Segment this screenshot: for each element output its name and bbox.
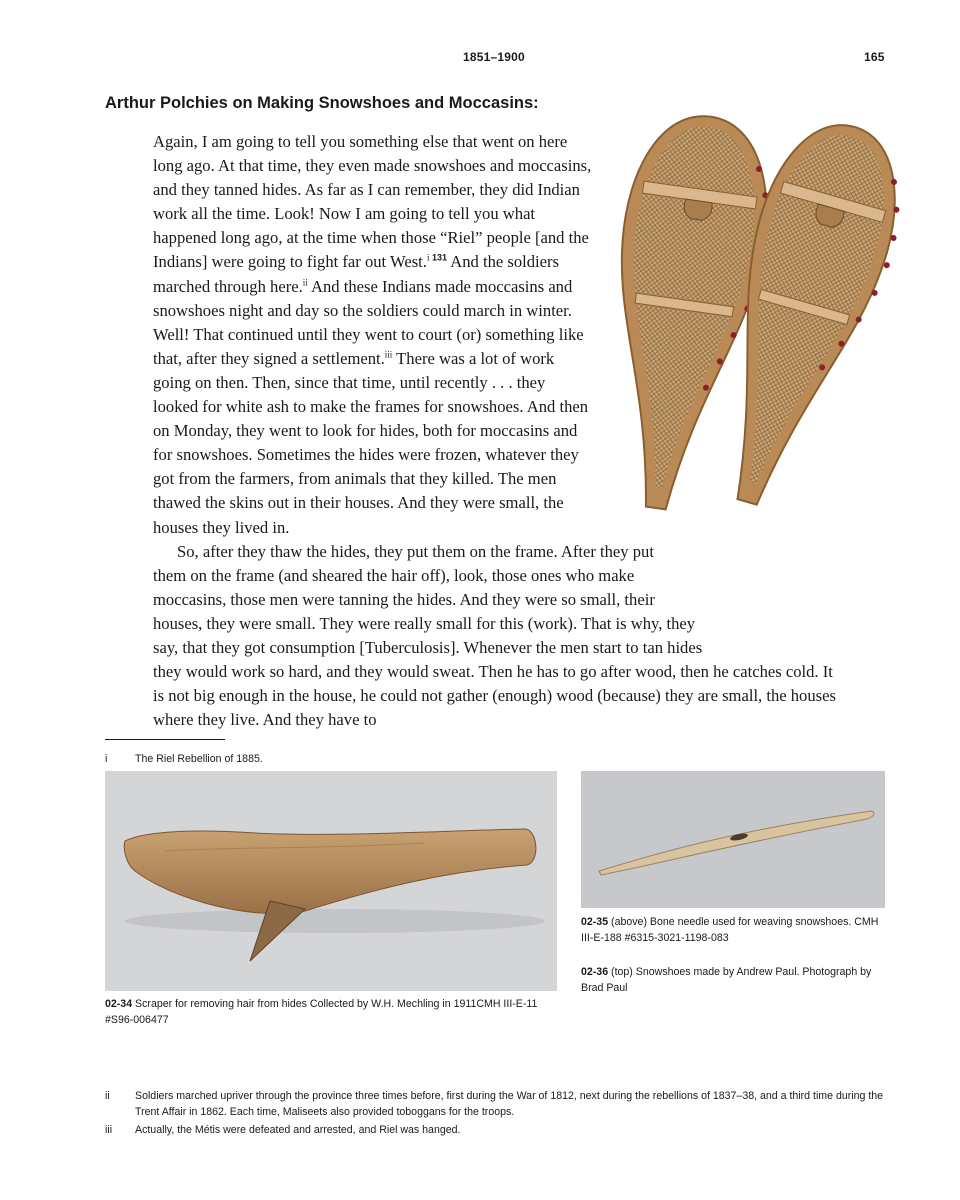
oral-history-text bbox=[153, 130, 843, 732]
caption-number: 02-35 bbox=[581, 916, 609, 928]
footnote-mark: i bbox=[105, 753, 108, 765]
bone-needle-photo bbox=[581, 771, 885, 908]
float-spacer bbox=[728, 630, 843, 654]
float-spacer bbox=[703, 558, 843, 630]
caption-number: 02-34 bbox=[105, 998, 133, 1010]
footnote-ii bbox=[105, 1088, 885, 1120]
footnote-i bbox=[105, 751, 885, 767]
endnote-ref-131[interactable]: 131 bbox=[431, 252, 447, 263]
paragraph-1 bbox=[153, 130, 843, 540]
caption-text: (top) Snowshoes made by Andrew Paul. Photograph by Brad Paul bbox=[581, 966, 872, 994]
caption-02-35 bbox=[581, 914, 885, 946]
float-spacer bbox=[663, 534, 843, 558]
caption-02-34 bbox=[105, 996, 557, 1028]
scraper-photo bbox=[105, 771, 557, 991]
footnote-text: The Riel Rebellion of 1885. bbox=[135, 753, 263, 765]
running-head: 1851–1900 bbox=[463, 50, 525, 64]
footnote-ref-iii[interactable]: iii bbox=[384, 349, 393, 360]
footnote-ref-ii[interactable]: ii bbox=[302, 277, 308, 288]
paragraph-1-text-d: There was a lot of work going on then. Then, since that time, until recently . . . they looked for white ash to make the frames for snowshoes. And then on Monday, they went to look for hides, both for moccasins and for snowshoes. Sometimes the hides were frozen, whatever they got from the farmers, from animals that they killed. The men thawed the skins out in their houses. And they were small, the houses they lived in. bbox=[153, 348, 589, 537]
caption-02-36 bbox=[581, 964, 885, 996]
caption-number: 02-36 bbox=[581, 966, 609, 978]
bone-needle-illustration bbox=[581, 771, 885, 908]
footnote-divider bbox=[105, 739, 225, 740]
page-number: 165 bbox=[864, 50, 885, 64]
paragraph-1-text-b: And the soldiers marched through here. bbox=[153, 252, 559, 296]
caption-text: (above) Bone needle used for weaving snowshoes. CMH III-E-188 #6315-3021-1198-083 bbox=[581, 916, 879, 944]
footnote-iii bbox=[105, 1122, 885, 1138]
float-spacer bbox=[593, 130, 843, 510]
footnote-mark: iii bbox=[105, 1124, 113, 1136]
paragraph-1-text-c: And these Indians made moccasins and snowshoes night and day so the soldiers could march in winter. Well! That continued until they went to court (or) something like that, after they signed a settlement. bbox=[153, 276, 584, 368]
scraper-illustration bbox=[105, 771, 557, 991]
float-spacer bbox=[633, 510, 843, 534]
footnote-text: Soldiers marched upriver through the province three times before, first during the War of 1812, next during the rebellions of 1837–38, and a third time during the Trent Affair in 1862. Each time, Maliseets also provided toboggans for the troops. bbox=[135, 1090, 884, 1118]
footnote-ref-i[interactable]: i bbox=[426, 252, 430, 263]
footnote-mark: ii bbox=[105, 1090, 110, 1102]
footnote-text: Actually, the Métis were defeated and arrested, and Riel was hanged. bbox=[135, 1124, 461, 1136]
caption-text: Scraper for removing hair from hides Collected by W.H. Mechling in 1911CMH III-E-11 #S96-006477 bbox=[105, 998, 538, 1026]
paragraph-1-text-a: Again, I am going to tell you something else that went on here long ago. At that time, they even made snowshoes and moccasins, and they tanned hides. As far as I can remember, they did Indian work all the time. Look! Now I am going to tell you what happened long ago, at the time when those “Riel” people [and the Indians] were going to fight far out West. bbox=[153, 132, 592, 272]
section-heading: Arthur Polchies on Making Snowshoes and Moccasins: bbox=[105, 94, 539, 112]
paragraph-2: So, after they thaw the hides, they put them on the frame. After they put them on the frame (and sheared the hair off), look, those ones who make moccasins, those men were tanning the hides. And they were so small, their houses, they were small. They were really small for this (work). That is why, they say, that they got consumption [Tuberculosis]. Whenever the men start to tan hides they would work so hard, and they would sweat. Then he has to go after wood, then he catches cold. It is not big enough in the house, he could not gather (enough) wood (because) they are small, the houses where they live. And they have to bbox=[153, 541, 836, 730]
